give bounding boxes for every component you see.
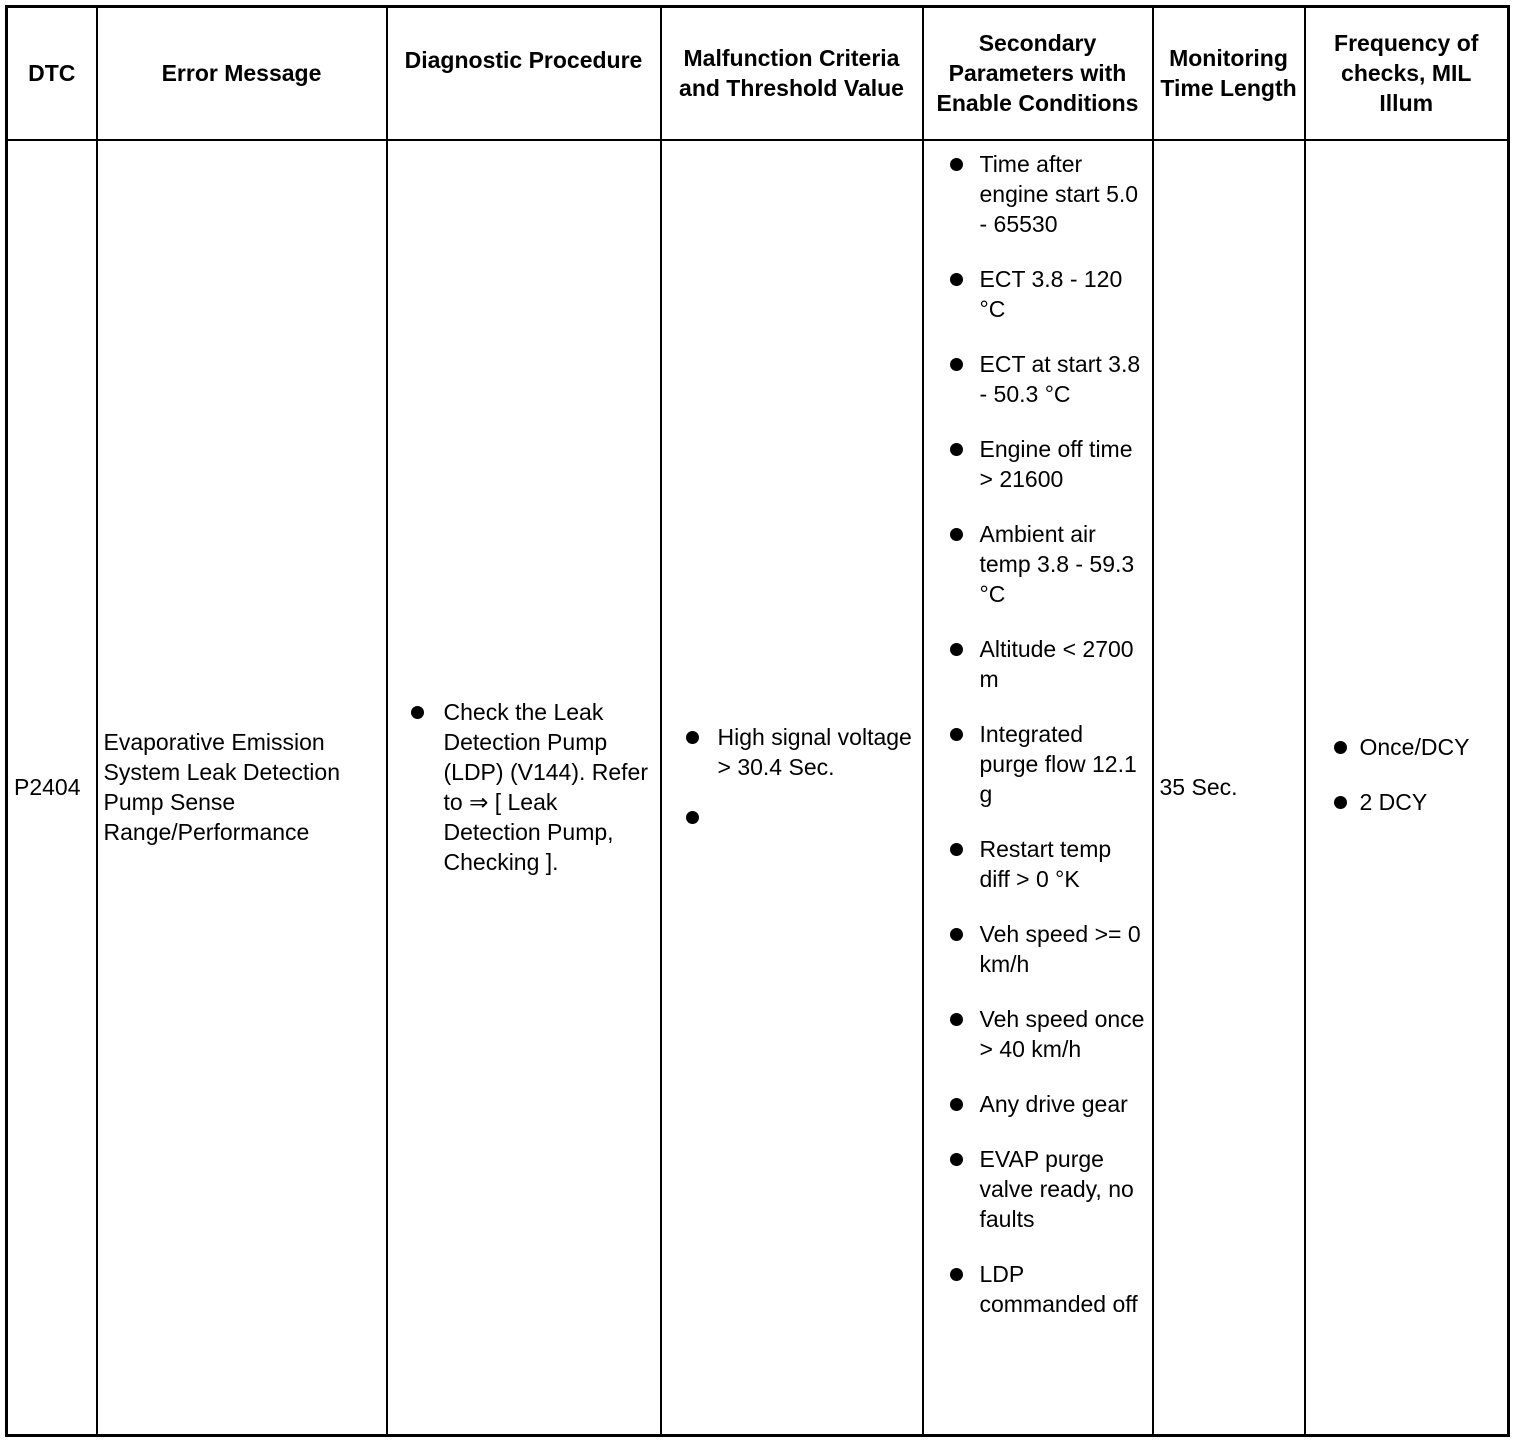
bullet-icon <box>950 928 963 941</box>
secondary-text: Time after engine start 5.0 - 65530 <box>979 150 1139 237</box>
bullet-icon <box>950 528 963 541</box>
list-item <box>930 1259 1146 1319</box>
frequency-list <box>1312 732 1502 817</box>
cell-error-message: Evaporative Emission System Leak Detection Pump Sense Range/Performance <box>97 140 387 1436</box>
header-frequency: Frequency of checks, MIL Illum <box>1305 7 1509 140</box>
procedure-list <box>394 697 654 877</box>
list-item <box>930 519 1146 609</box>
secondary-text: ECT 3.8 - 120 °C <box>979 265 1123 322</box>
bullet-icon <box>950 158 963 171</box>
header-malfunction-criteria: Malfunction Criteria and Threshold Value <box>661 7 923 140</box>
list-item <box>930 634 1146 694</box>
bullet-icon <box>1334 796 1347 809</box>
list-item <box>394 697 654 877</box>
header-error-message: Error Message <box>97 7 387 140</box>
cell-secondary-parameters <box>923 140 1153 1436</box>
list-item <box>930 834 1146 894</box>
bullet-icon <box>950 273 963 286</box>
bullet-icon <box>950 443 963 456</box>
list-item <box>930 349 1146 409</box>
malfunction-list <box>668 722 916 832</box>
secondary-list <box>930 149 1146 1319</box>
bullet-icon <box>950 1013 963 1026</box>
cell-monitoring-time: 35 Sec. <box>1153 140 1305 1436</box>
list-item <box>930 434 1146 494</box>
cell-malfunction-criteria <box>661 140 923 1436</box>
dtc-table <box>5 5 1510 1437</box>
bullet-icon <box>950 1098 963 1111</box>
secondary-text: Ambient air temp 3.8 - 59.3 °C <box>979 520 1135 607</box>
header-secondary-parameters: Secondary Parameters with Enable Conditions <box>923 7 1153 140</box>
secondary-text: ECT at start 3.8 - 50.3 °C <box>979 350 1141 407</box>
bullet-icon <box>950 643 963 656</box>
secondary-text: Altitude < 2700 m <box>979 635 1134 692</box>
list-item <box>930 264 1146 324</box>
cell-diagnostic-procedure <box>387 140 661 1436</box>
procedure-text: Check the Leak Detection Pump (LDP) (V144). Refer to ⇒ [ Leak Detection Pump, Checking ]. <box>443 699 649 876</box>
secondary-text: Engine off time > 21600 <box>979 435 1133 492</box>
secondary-text: Veh speed >= 0 km/h <box>979 920 1141 977</box>
secondary-text: Veh speed once > 40 km/h <box>979 1005 1145 1062</box>
list-item <box>930 1004 1146 1064</box>
header-row <box>7 7 1509 140</box>
bullet-icon <box>686 811 699 824</box>
table-header <box>7 7 1509 140</box>
header-monitoring-time: Monitoring Time Length <box>1153 7 1305 140</box>
bullet-icon <box>950 728 963 741</box>
bullet-icon <box>411 706 424 719</box>
bullet-icon <box>1334 741 1347 754</box>
list-item <box>930 1089 1146 1119</box>
list-item <box>930 149 1146 239</box>
list-item <box>668 802 916 832</box>
bullet-icon <box>950 1268 963 1281</box>
bullet-icon <box>950 358 963 371</box>
secondary-text: Restart temp diff > 0 °K <box>979 835 1112 892</box>
bullet-icon <box>686 731 699 744</box>
bullet-icon <box>950 1153 963 1166</box>
frequency-text: Once/DCY <box>1359 734 1470 761</box>
list-item <box>930 719 1146 809</box>
header-diagnostic-procedure: Diagnostic Procedure <box>387 7 661 140</box>
secondary-text: Integrated purge flow 12.1 g <box>979 720 1137 807</box>
list-item <box>668 722 916 782</box>
header-dtc: DTC <box>7 7 97 140</box>
malfunction-text: High signal voltage > 30.4 Sec. <box>717 724 912 781</box>
secondary-text: LDP commanded off <box>979 1260 1138 1317</box>
list-item <box>930 1144 1146 1234</box>
list-item <box>1312 732 1502 762</box>
bullet-icon <box>950 843 963 856</box>
cell-frequency <box>1305 140 1509 1436</box>
table-body <box>7 140 1509 1436</box>
frequency-text: 2 DCY <box>1359 789 1428 816</box>
cell-dtc: P2404 <box>7 140 97 1436</box>
list-item <box>930 919 1146 979</box>
secondary-text: Any drive gear <box>979 1090 1128 1117</box>
secondary-text: EVAP purge valve ready, no faults <box>979 1145 1134 1232</box>
list-item <box>1312 787 1502 817</box>
table-row <box>7 140 1509 1436</box>
